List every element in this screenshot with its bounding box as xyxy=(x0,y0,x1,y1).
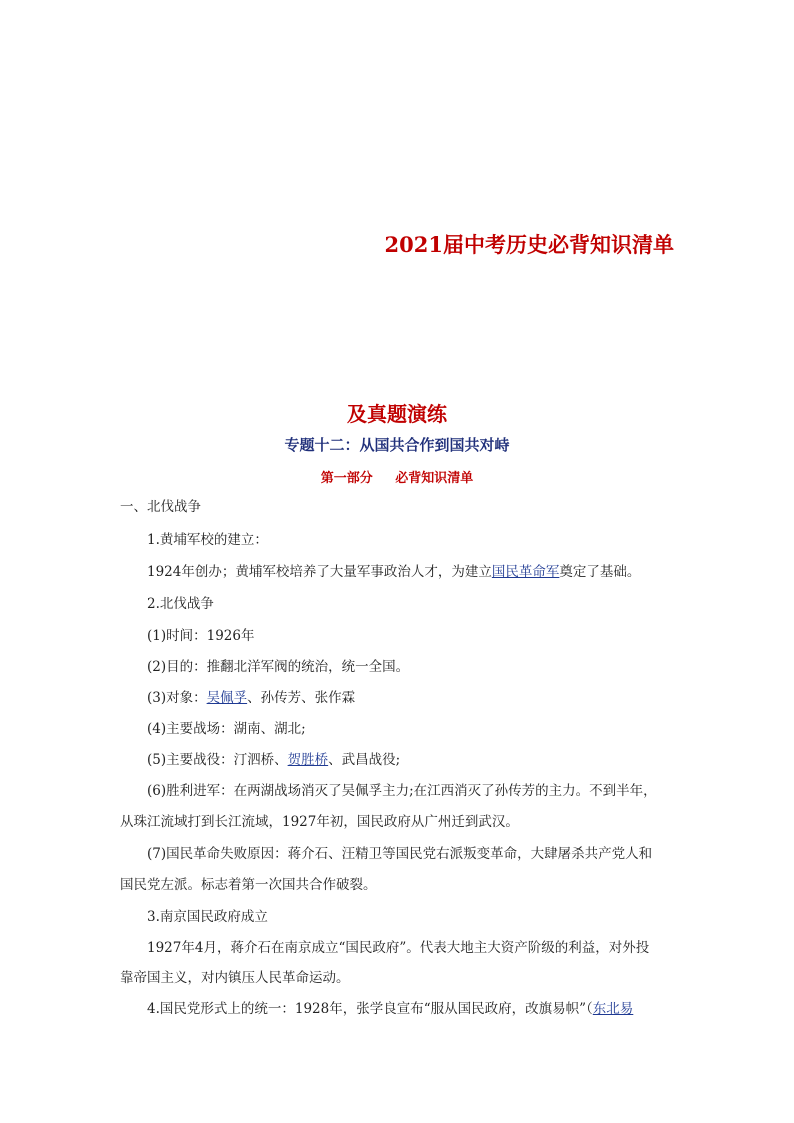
document-title: 2021届中考历史必背知识清单 xyxy=(384,232,674,257)
item2-target-b: 、孙传芳、张作霖 xyxy=(247,690,356,706)
section-heading: 一、北伐战争 xyxy=(120,499,201,515)
item2-goal: (2)目的：推翻北洋军阀的统治，统一全国。 xyxy=(147,659,410,675)
item1-paragraph xyxy=(147,563,640,581)
item4-text-a: 4.国民党形式上的统一：1928年，张学良宣布“服从国民政府，改旗易帜”（ xyxy=(147,1001,593,1017)
item2-target-link[interactable]: 吴佩孚 xyxy=(206,690,248,706)
item1-link[interactable]: 国民革命军 xyxy=(491,564,560,580)
item2-battlefield: (4)主要战场：湖南、湖北; xyxy=(147,721,306,737)
item2-time: (1)时间：1926年 xyxy=(147,628,255,644)
item4-link[interactable]: 东北易 xyxy=(592,1001,634,1017)
item3-line2: 靠帝国主义，对内镇压人民革命运动。 xyxy=(120,970,350,986)
item2-victory-line2: 从珠江流域打到长江流域，1927年初，国民政府从广州迁到武汉。 xyxy=(120,814,519,830)
item1-heading: 1.黄埔军校的建立： xyxy=(147,532,268,548)
item2-heading: 2.北伐战争 xyxy=(147,596,214,612)
item2-failure-line2: 国民党左派。标志着第一次国共合作破裂。 xyxy=(120,877,377,893)
item3-heading: 3.南京国民政府成立 xyxy=(147,909,268,925)
item2-battles xyxy=(147,751,400,769)
item2-battles-a: (5)主要战役：汀泗桥、 xyxy=(147,752,288,768)
item2-victory-line1: (6)胜利进军：在两湖战场消灭了吴佩孚主力;在江西消灭了孙传芳的主力。不到半年， xyxy=(147,783,657,799)
document-subtitle: 及真题演练 xyxy=(347,402,447,426)
item1-text-b: 奠定了基础。 xyxy=(559,564,641,580)
item2-failure-line1: (7)国民革命失败原因：蒋介石、汪精卫等国民党右派叛变革命，大肆屠杀共产党人和 xyxy=(147,846,653,862)
topic-heading: 专题十二：从国共合作到国共对峙 xyxy=(284,436,510,454)
item2-target xyxy=(147,689,355,707)
part-heading: 第一部分 必背知识清单 xyxy=(320,471,474,486)
item1-text-a: 1924年创办；黄埔军校培养了大量军事政治人才，为建立 xyxy=(147,564,492,580)
item4-line1 xyxy=(147,1000,633,1018)
item2-battles-b: 、武昌战役; xyxy=(328,752,401,768)
item2-battles-link[interactable]: 贺胜桥 xyxy=(287,752,329,768)
item3-line1: 1927年4月，蒋介石在南京成立“国民政府”。代表大地主大资产阶级的利益，对外投 xyxy=(147,940,650,956)
item2-target-a: (3)对象： xyxy=(147,690,207,706)
